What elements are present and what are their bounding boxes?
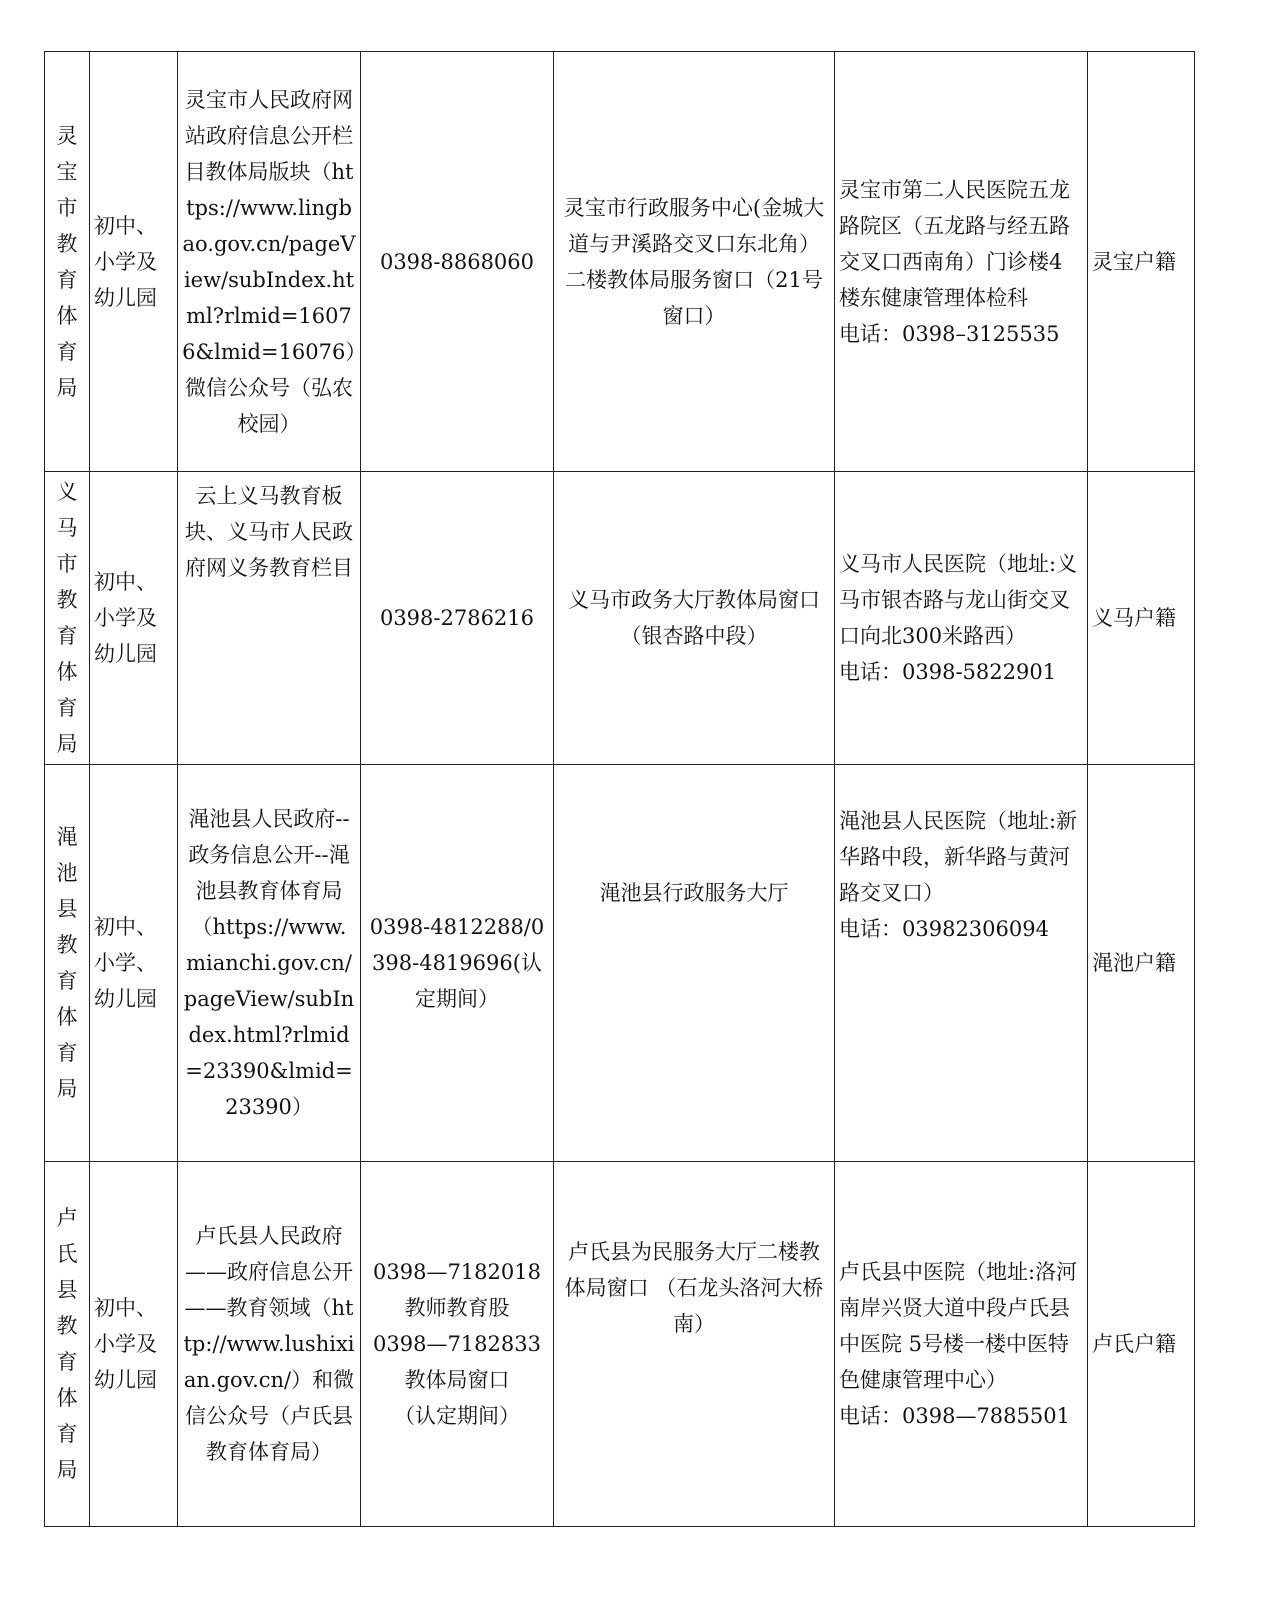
service-site-cell: 渑池县行政服务大厅 (554, 765, 835, 1162)
phone-cell: 0398-2786216 (361, 472, 554, 765)
school-level-cell: 初中、小学、幼儿园 (90, 765, 178, 1162)
org-name-cell: 义马市教育体育局 (45, 472, 90, 765)
org-name-cell: 灵宝市教育体育局 (45, 52, 90, 472)
phone-cell: 0398-4812288/0398-4819696(认定期间） (361, 765, 554, 1162)
info-channel-cell: 灵宝市人民政府网站政府信息公开栏目教体局版块（https://www.lingbao.gov.cn/pageView/subIndex.html?rlmid=16076&lmid=16076）微信公众号（弘农校园） (178, 52, 361, 472)
table-row-lushi (45, 1162, 1195, 1527)
school-level-cell: 初中、小学及幼儿园 (90, 472, 178, 765)
info-channel-cell: 云上义马教育板块、义马市人民政府网义务教育栏目 (178, 472, 361, 765)
service-site-cell: 卢氏县为民服务大厅二楼教体局窗口 （石龙头洛河大桥南） (554, 1162, 835, 1527)
phone-cell: 0398—7182018 教师教育股 0398—7182833 教体局窗口 （认定期间） (361, 1162, 554, 1527)
org-name-cell: 渑池县教育体育局 (45, 765, 90, 1162)
certification-info-table (44, 51, 1195, 1527)
school-level-cell: 初中、小学及幼儿园 (90, 1162, 178, 1527)
hospital-cell: 灵宝市第二人民医院五龙路院区（五龙路与经五路交叉口西南角）门诊楼4楼东健康管理体检科 电话：0398–3125535 (835, 52, 1088, 472)
hospital-cell: 义马市人民医院（地址:义马市银杏路与龙山街交叉口向北300米路西） 电话：0398-5822901 (835, 472, 1088, 765)
household-scope-cell: 渑池户籍 (1088, 765, 1195, 1162)
phone-cell: 0398-8868060 (361, 52, 554, 472)
table-row-mianchi (45, 765, 1195, 1162)
hospital-cell: 渑池县人民医院（地址:新华路中段，新华路与黄河路交叉口） 电话：03982306094 (835, 765, 1088, 1162)
school-level-cell: 初中、小学及幼儿园 (90, 52, 178, 472)
info-channel-cell: 卢氏县人民政府——政府信息公开——教育领域（http://www.lushixian.gov.cn/）和微信公众号（卢氏县教育体育局） (178, 1162, 361, 1527)
org-name-cell: 卢氏县教育体育局 (45, 1162, 90, 1527)
table-row-lingbao (45, 52, 1195, 472)
service-site-cell: 灵宝市行政服务中心(金城大道与尹溪路交叉口东北角）二楼教体局服务窗口（21号窗口） (554, 52, 835, 472)
info-channel-cell: 渑池县人民政府--政务信息公开--渑池县教育体育局（https://www.mianchi.gov.cn/pageView/subIndex.html?rlmid=23390&lmid=23390） (178, 765, 361, 1162)
hospital-cell: 卢氏县中医院（地址:洛河南岸兴贤大道中段卢氏县中医院 5号楼一楼中医特色健康管理中心） 电话：0398—7885501 (835, 1162, 1088, 1527)
household-scope-cell: 灵宝户籍 (1088, 52, 1195, 472)
household-scope-cell: 卢氏户籍 (1088, 1162, 1195, 1527)
household-scope-cell: 义马户籍 (1088, 472, 1195, 765)
service-site-cell: 义马市政务大厅教体局窗口（银杏路中段） (554, 472, 835, 765)
table-row-yima (45, 472, 1195, 765)
